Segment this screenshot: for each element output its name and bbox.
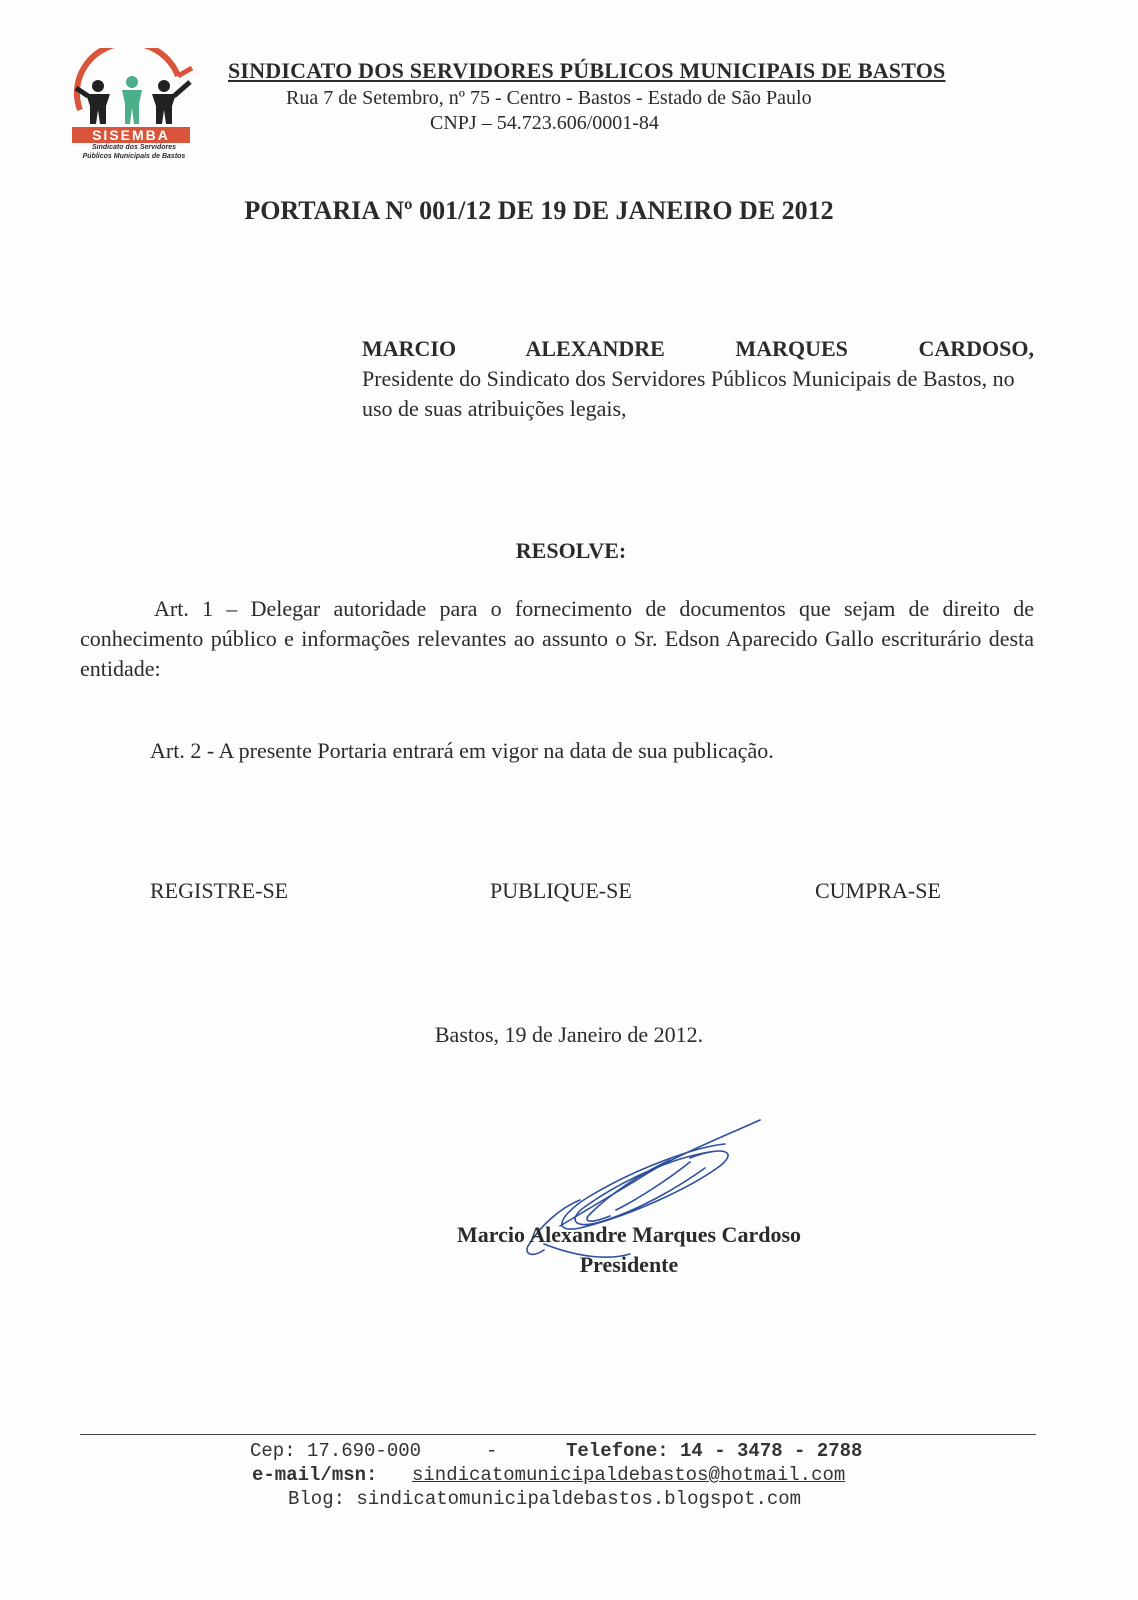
footer-divider [80,1434,1036,1435]
intro-text: Presidente do Sindicato dos Servidores Públicos Municipais de Bastos, no uso de suas atribuições legais, [362,366,1015,421]
footer-email-link[interactable]: sindicatomunicipaldebastos@hotmail.com [412,1464,846,1486]
logo-figures-icon [66,48,202,130]
signer-role-text: Presidente [579,1252,679,1277]
closing-cumpra: CUMPRA-SE [815,878,941,903]
closing-registre: REGISTRE-SE [150,878,289,903]
article-1 [80,594,1034,684]
article-2: Art. 2 - A presente Portaria entrará em vigor na data de sua publicação. [150,738,774,763]
logo-subtitle-line1: Sindicato dos Servidores [91,144,177,151]
footer-separator: - [486,1440,498,1462]
footer-blog: Blog: sindicatomunicipaldebastos.blogspot.com [288,1488,802,1510]
footer-telephone: Telefone: 14 - 3478 - 2788 [566,1440,863,1462]
document-title-text: PORTARIA Nº 001/12 DE 19 DE JANEIRO DE 2012 [244,196,834,225]
intro-name: MARCIO ALEXANDRE MARQUES CARDOSO, [362,336,1034,361]
resolve-heading-text: RESOLVE: [515,538,627,563]
resolve-heading [0,538,1138,564]
intro-paragraph [362,334,1034,424]
organization-cnpj: CNPJ – 54.723.606/0001-84 [430,112,659,134]
organization-address: Rua 7 de Setembro, nº 75 - Centro - Bastos - Estado de São Paulo [286,87,812,109]
organization-name: SINDICATO DOS SERVIDORES PÚBLICOS MUNICIPAIS DE BASTOS [228,58,946,83]
footer-cep: Cep: 17.690-000 [250,1440,422,1462]
logo-subtitle-line2: Públicos Municipais de Bastos [82,153,186,160]
place-date: Bastos, 19 de Janeiro de 2012. [434,1022,704,1047]
document-title [0,196,1138,226]
logo-brand-text: SISEMBA [72,127,190,143]
article-1-text: Delegar autoridade para o fornecimento de documentos que sejam de direito de conhecimento público e informações relevantes ao assunto o Sr. Edson Aparecido Gallo escriturário desta entidade: [80,596,1034,681]
signer-name [0,1222,1138,1248]
article-1-label: Art. 1 – [154,596,238,621]
sisemba-logo [66,48,202,168]
signer-role [0,1252,1138,1278]
signer-name-text: Marcio Alexandre Marques Cardoso [456,1222,802,1247]
closing-publique: PUBLIQUE-SE [490,878,632,903]
footer-email-label: e-mail/msn: [252,1464,378,1486]
